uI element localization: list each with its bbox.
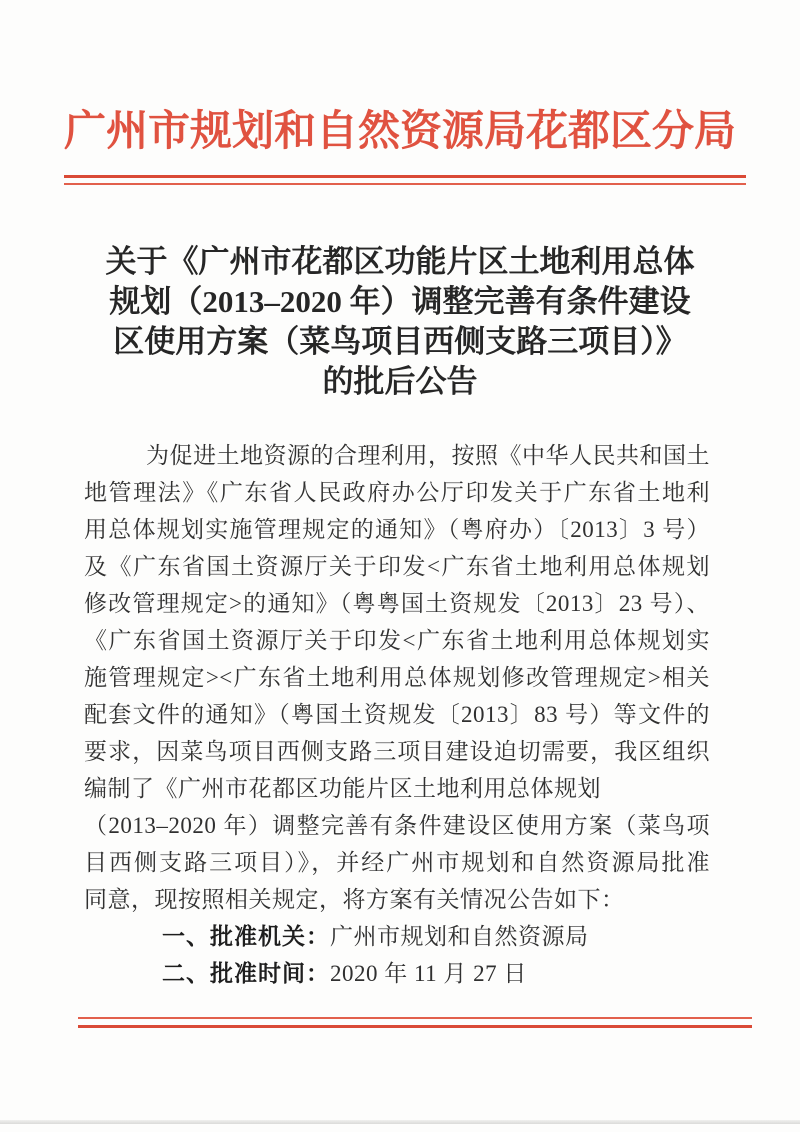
body-line: （2013–2020 年）调整完善有条件建设区使用方案（菜鸟项 — [84, 813, 710, 838]
approval-authority-value: 广州市规划和自然资源局 — [330, 924, 589, 949]
body-line: 及《广东省国土资源厅关于印发<广东省土地利用总体规划 — [84, 554, 710, 579]
approval-date-item — [84, 955, 710, 992]
title-line-3: 区使用方案（菜鸟项目西侧支路三项目）》 — [113, 324, 687, 359]
title-line-1: 关于《广州市花都区功能片区土地利用总体 — [105, 244, 695, 279]
body-line: 同意，现按照相关规定，将方案有关情况公告如下： — [84, 887, 625, 912]
body-line: 修改管理规定>的通知》（粤粤国土资规发〔2013〕23 号）、 — [84, 591, 710, 616]
body-line: 用总体规划实施管理规定的通知》（粤府办）〔2013〕3 号） — [84, 517, 710, 542]
footer-rule-thin — [78, 1017, 752, 1019]
body-line: 《广东省国土资源厅关于印发<广东省土地利用总体规划实 — [84, 628, 710, 653]
body-line: 要求，因菜鸟项目西侧支路三项目建设迫切需要，我区组织 — [84, 739, 710, 764]
body-line: 地管理法》《广东省人民政府办公厅印发关于广东省土地利 — [84, 480, 710, 505]
approval-authority-item — [84, 918, 710, 955]
body-line: 配套文件的通知》（粤国土资规发〔2013〕83 号）等文件的 — [84, 702, 710, 727]
document-title — [88, 242, 712, 402]
body-line: 编制了《广州市花都区功能片区土地利用总体规划 — [84, 776, 601, 801]
approval-authority-label: 一、批准机关： — [162, 923, 330, 949]
document-body — [84, 437, 710, 992]
title-line-4: 的批后公告 — [322, 364, 478, 399]
approval-date-label: 二、批准时间： — [162, 960, 330, 986]
scan-edge-shadow — [0, 1120, 800, 1124]
title-line-2: 规划（2013–2020 年）调整完善有条件建设 — [109, 284, 691, 319]
footer-rule-thick — [78, 1025, 752, 1028]
body-line: 施管理规定><广东省土地利用总体规划修改管理规定>相关 — [84, 665, 710, 690]
approval-date-value: 2020 年 11 月 27 日 — [330, 961, 527, 986]
agency-name: 广州市规划和自然资源局花都区分局 — [63, 109, 736, 155]
body-line: 为促进土地资源的合理利用，按照《中华人民共和国土 — [146, 443, 710, 468]
letterhead-rule-thin — [64, 183, 746, 185]
body-line: 目西侧支路三项目）》，并经广州市规划和自然资源局批准 — [84, 850, 710, 875]
letterhead-rule-thick — [64, 175, 746, 178]
